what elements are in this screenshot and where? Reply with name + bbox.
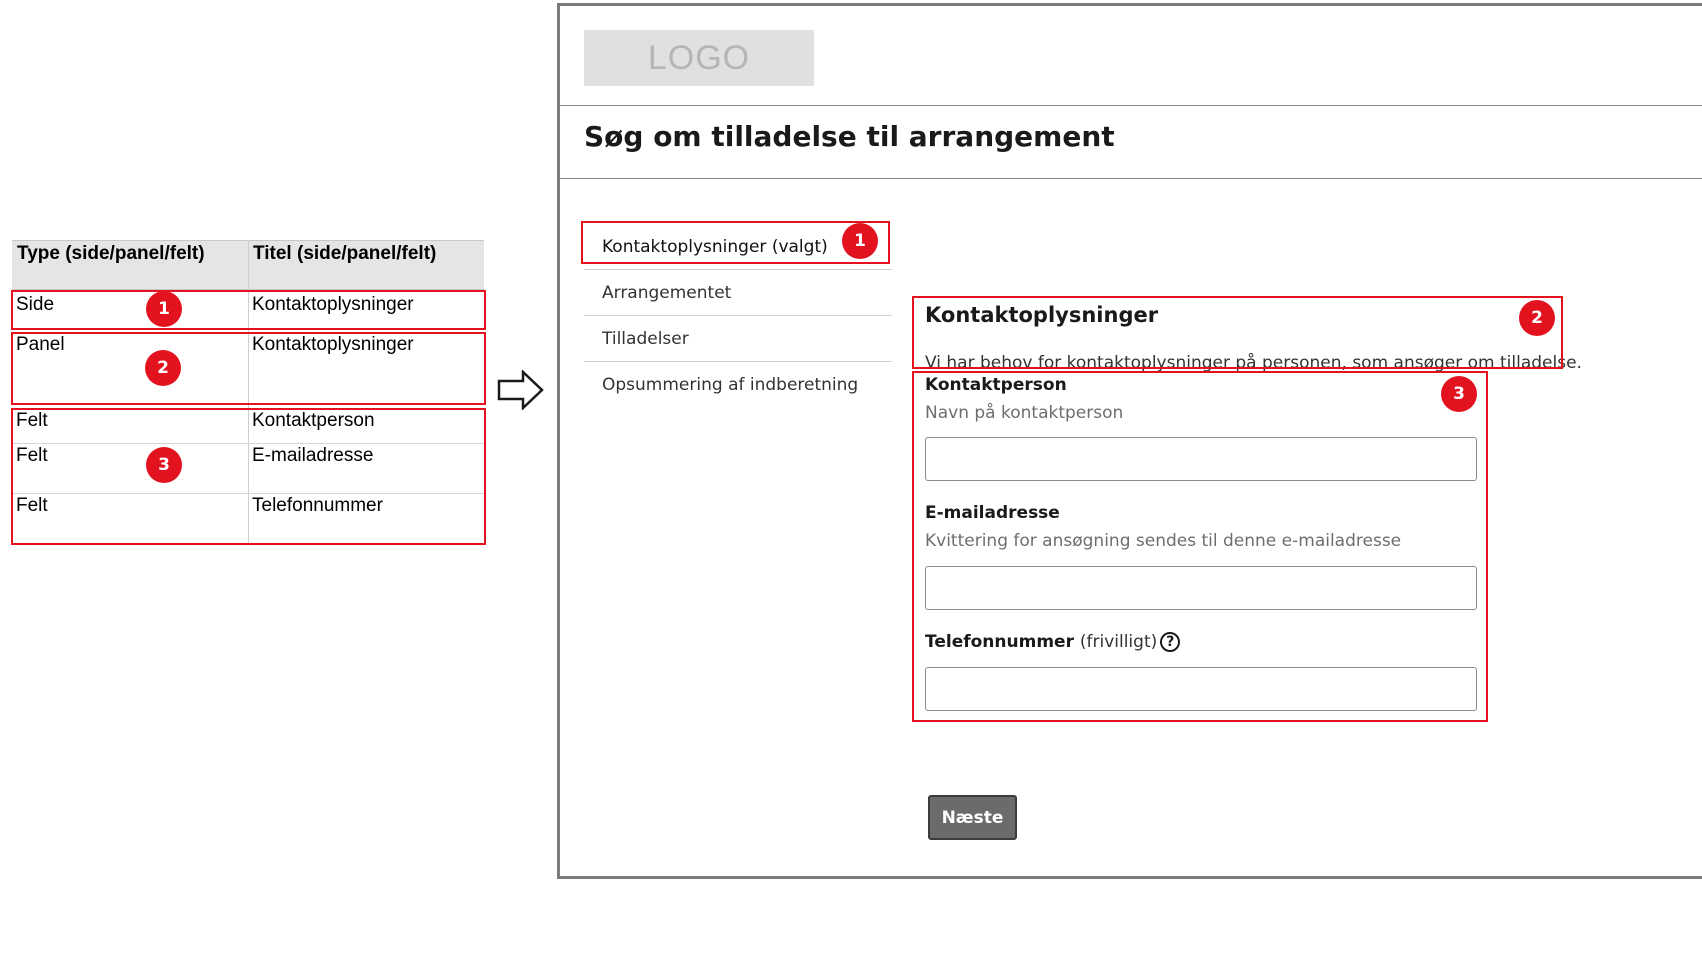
header-type: Type (side/panel/felt)	[17, 243, 205, 264]
annotation-box-panel	[11, 332, 486, 405]
table-row-type: Panel	[16, 334, 65, 355]
logo: LOGO	[584, 30, 814, 86]
annotation-box-panel	[912, 296, 1563, 369]
next-button[interactable]: Næste	[928, 795, 1017, 840]
marker-badge-3: 3	[146, 447, 182, 483]
marker-badge-2: 2	[1519, 300, 1555, 336]
table-row-title: Kontaktperson	[252, 410, 375, 431]
annotation-box-fields	[11, 408, 486, 545]
page-title: Søg om tilladelse til arrangement	[584, 120, 1115, 153]
table-row-title: E-mailadresse	[252, 445, 374, 466]
panel-title: Kontaktoplysninger	[925, 303, 1159, 327]
optional-marker: (frivilligt)	[1079, 632, 1158, 652]
table-row-type: Felt	[16, 495, 48, 516]
field-label-email: E-mailadresse	[925, 503, 1060, 523]
nav-item-label: Kontaktoplysninger (valgt)	[602, 236, 828, 257]
nav-item-tilladelser[interactable]	[584, 316, 892, 362]
annotation-box-side	[11, 290, 486, 330]
marker-badge-2: 2	[145, 350, 181, 386]
nav-item-arrangementet[interactable]	[584, 270, 892, 316]
annotation-box-fields	[912, 371, 1488, 722]
marker-badge-1: 1	[842, 223, 878, 259]
table-row-title: Kontaktoplysninger	[252, 294, 414, 315]
field-help-kontaktperson: Navn på kontaktperson	[925, 403, 1124, 423]
table-row-title: Telefonnummer	[252, 495, 383, 516]
field-label-telefon-text: Telefonnummer	[925, 632, 1074, 652]
nav-item-opsummering[interactable]	[584, 362, 892, 408]
marker-badge-3: 3	[1441, 376, 1477, 412]
help-icon[interactable]: ?	[1160, 632, 1180, 652]
arrow-right-icon	[497, 370, 545, 410]
field-help-email: Kvittering for ansøgning sendes til denne e-mailadresse	[925, 531, 1402, 551]
nav-item-label: Opsummering af indberetning	[602, 375, 859, 395]
field-label-kontaktperson: Kontaktperson	[925, 375, 1067, 395]
table-row-title: Kontaktoplysninger	[252, 334, 414, 355]
panel-description: Vi har behov for kontaktoplysninger på personen, som ansøger om tilladelse.	[925, 353, 1582, 373]
nav-item-label: Tilladelser	[602, 328, 689, 349]
header-divider	[560, 105, 1702, 106]
header-title: Titel (side/panel/felt)	[253, 243, 437, 264]
table-row-type: Side	[16, 294, 55, 315]
table-row-type: Felt	[16, 410, 48, 431]
table-row-type: Felt	[16, 445, 48, 466]
nav-item-label: Arrangementet	[602, 282, 732, 303]
marker-badge-1: 1	[146, 291, 182, 327]
title-divider	[560, 178, 1702, 179]
